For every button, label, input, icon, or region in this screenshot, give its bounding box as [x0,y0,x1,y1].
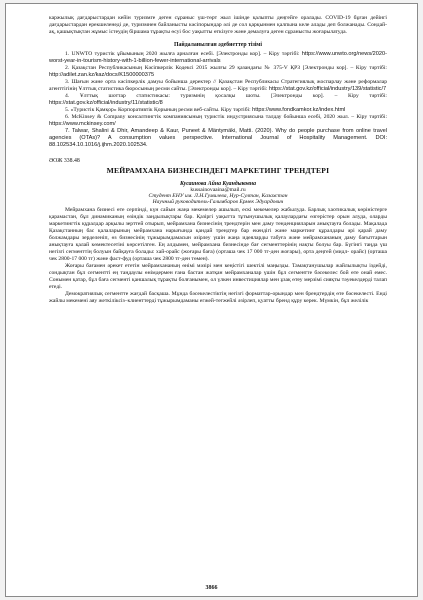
references-heading: Пайдаланылған әдебиеттер тізімі [173,42,262,48]
reference-link[interactable]: https://stat.gov.kz/official/industry/11/statistic/8 [49,100,163,106]
author-email[interactable]: kussainovaaina@mail.ru [190,187,246,193]
udc-code: ӘОЖ 338.48 [49,158,80,164]
reference-item-3: 3. Шағын және орта кәсіпкерлік дамуы бойынша деректер // Қазақстан Республикасы Стратегиялық жоспарлау және реформалар агенттігінің Ұлттық статистика бюросының ресми сайты. [Электронды кор]. – Кіру тәртібі: https://stat.gov.kz/official/industry/139/statistic/7 [49,79,387,92]
references-list [49,51,387,149]
page-body [49,15,387,305]
document-page [5,3,418,597]
intro-paragraph: каржылық дағдарыстардан кейін туризмге деген сұраныс үш-төрт жыл ішінде қалыпты деңгейге оралады. COVID-19 бұған дейінгі дағдарыстардан ерекшеленеді де, туризмнен байланысты кәсіпорындар әлі де сол қарқынмен қалпына келе алады деп болжанады. Сондай-ақ, қашықтықтан жұмыс істеудің біршама тұрақты өсуі бос уақытты өткізуге және демалуға деген сұранысты жоғарылатуда. [49,15,387,35]
reference-item-7: 7. Talwar, Shalini & Dhir, Amandeep & Kaur, Puneet & Mäntymäki, Matti. (2020). Why do people purchase from online travel agencies (OTAs)? A consumption values perspective. International Journal of Hospitality Management. DOI: 88.102534.10.1016/j.ijhm.2020.102534. [49,128,387,148]
page-number: 3866 [205,585,218,591]
reference-link[interactable]: http://adilet.zan.kz/kaz/docs/K1500000375 [49,72,155,78]
reference-link[interactable]: https://www.unwto.org/news/2020-worst-year-in-tourism-history-with-1-billion-fewer-international-arrivals [49,51,387,64]
reference-item-2: 2. Қазақстан Республикасының Кәсіпкерлік Кодексі 2015 жылғы 29 қазандағы № 375-V ҚРЗ [Электронды кор]. – Кіру тәртібі: http://adilet.zan.kz/kaz/docs/K1500000375 [49,65,387,78]
reference-link[interactable]: https://stat.gov.kz/official/industry/139/statistic/7 [268,86,387,92]
scientific-advisor: Научный руководитель-Галимбаров Ермек Эдуардович [152,199,284,205]
reference-item-1: 1. UNWTO туристік ұйымының 2020 жылға арналған есебі. [Электронды кор]. – Кіру тәртібі: https://www.unwto.org/news/2020-worst-year-in-tourism-history-with-1-billion-fewer-international-arrivals [49,51,387,64]
author-name: Кусаинова Айна Куандыковна [179,181,257,187]
author-affiliation: Студент ЕНУ им. Л.Н.Гумилева, Нур-Султан, Казахстан [148,193,288,199]
reference-link[interactable]: https://www.mckinsey.com/ [49,121,116,127]
body-paragraph-1: Мейрамхана бизнесі өте серпінді, күн сайын жаңа мекемелер ашылып, ескі мекемелер жабылуда. Барлық хаотикалық көріністерге қарамастан, бұл динамиканың өзіндік заңдылықтары бар. Қазіргі уақытта тұтынушылық қалаулардағы өзгерістер орын алуда, оларды маркетингтік құралдар арқылы зерттей отырып, мейрамхана бизнесінің трендтерін мен даму тенденцияларын анықтауға болады. Мақалада Қазақстанның бас қалаларының мейрамхана нарығында қандай трендтер бар екендігі және маркетинг құралдары әрі қарай даму болжамдары зерделеніп, өз бизнесінің тұжырымдамасын әзірлеу үшін жаңа идеяларды табуға және мейрамхананың даму бағыттарын анықтауға қалай көмектесетіні көрсетілген. Ең алдымен, мейрамхана бизнесінде бағ сегменттерінің нақты болуы бар. Бүгінгі таңда үш негізгі сегменттің болуын байқауға болады: хай-орайс (жоғары баға) (орташа чек 17 000 тг-ден жоғары), орта деңгей (мидл- орайс) (орташа чек 2800-17 000 тг) және фаст-фуд (орташа чек 2800 тг-ден төмен). [49,207,387,262]
reference-item-4: 4. Ұлттық шоттар статистикасы: туризмнің қосалқы шоты. [Электронды кор]. – Кіру тәртібі: https://stat.gov.kz/official/industry/11/statistic/8 [49,93,387,106]
body-paragraph-3: Демократиялық сегментте жағдай басқаша. Мұнда бәсекелестіктің негізгі форматтар-орындар мен брендтердің өте бәсекелесті. Енді жайлы мекемені аяу жеткіліксіз–клиенттерді тұжырымдаманы егжей-тегжейлі әзірлеп, қуатты бренд құру керек. Мүмкін, бұл желілік [49,291,387,304]
reference-item-5: 5. «Туристік Қамқор» Корпоративтік Қорының ресми веб-сайты. Кіру тәртібі: https://www.fondkamkor.kz/index.html [65,107,346,113]
article-title: МЕЙРАМХАНА БИЗНЕСІНДЕГІ МАРКЕТИНГ ТРЕНДТЕРІ [106,166,330,175]
reference-link[interactable]: https://www.fondkamkor.kz/index.html [252,107,346,113]
reference-item-6: 6. McKinsey & Company консалтингтік компаниясының туристік индустриясына талдау бойынша есебі, 2020 жыл. – Кіру тәртібі: https://www.mckinsey.com/ [49,114,387,127]
body-paragraph-2: Жоғары бағамен әрекет ететін мейрамхананың өнімі мәзірі мен кеңістігі шектілі маңызды. Тамақтанушылар жайлылықты іздейді, сондықтан бұл сегментті ең таңдаулы өнімдермен ғана бастан жатқан мейрамханалар үшін бұл сегментте бәсекелес бой өте онай емес. Сонымен қатар, бұл баға сегменті қаншалық тұрақты болғанымен, ол үлкен инвестициялар мен ұзақ өтеу мерзімі сияқты тәуекелдерді талап етеді. [49,263,387,290]
